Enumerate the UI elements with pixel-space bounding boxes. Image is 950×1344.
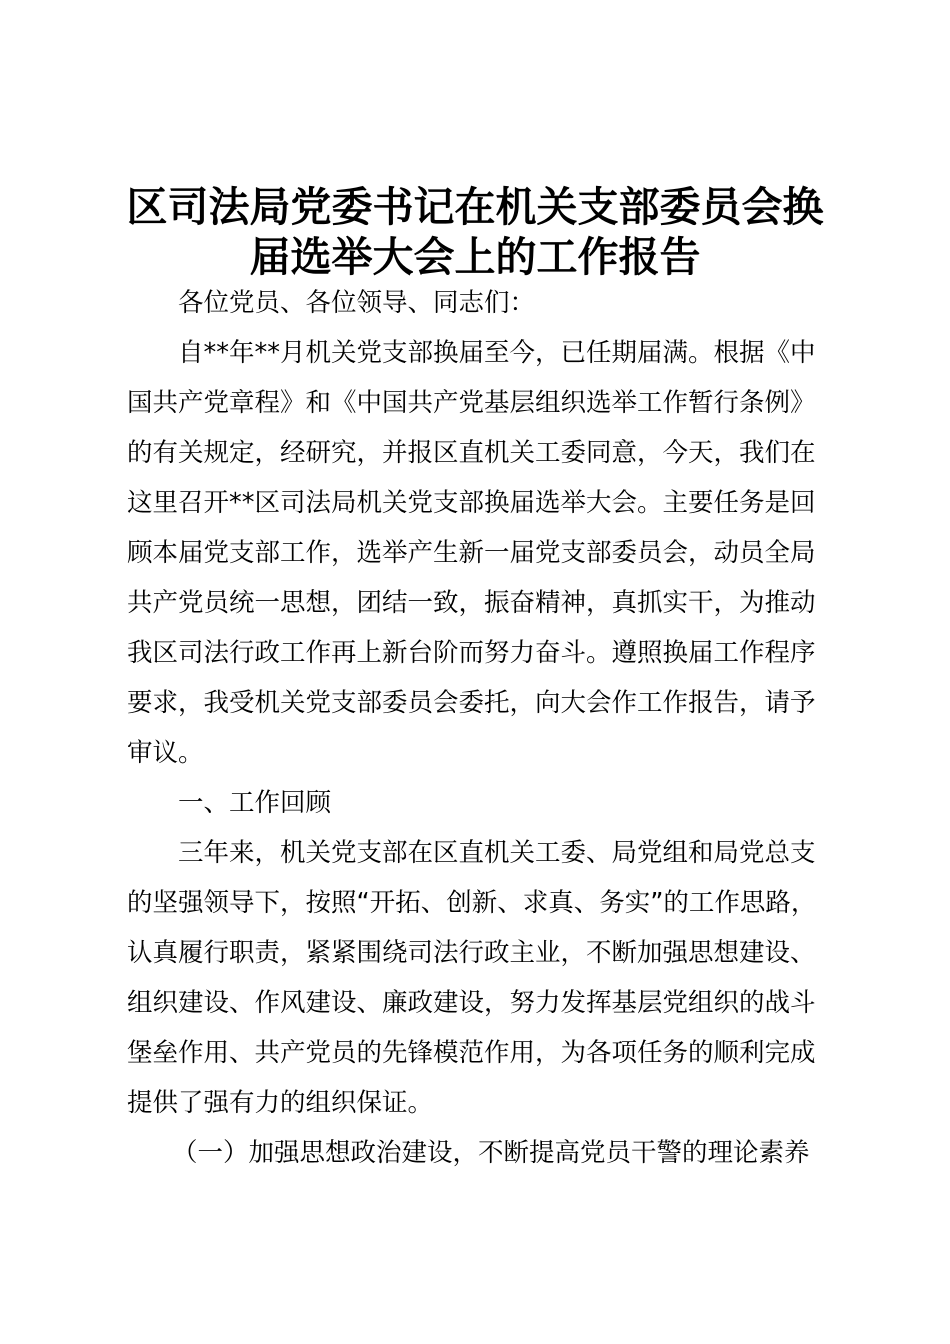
body-line: 顾本届党支部工作，选举产生新一届党支部委员会，动员全局 bbox=[127, 538, 816, 568]
subsection-heading: （一）加强思想政治建设，不断提高党员干警的理论素养 bbox=[172, 1138, 810, 1168]
body-line: 我区司法行政工作再上新台阶而努力奋斗。遵照换届工作程序 bbox=[127, 638, 816, 668]
section-heading: 一、工作回顾 bbox=[178, 788, 332, 818]
salutation: 各位党员、各位领导、同志们： bbox=[178, 288, 536, 318]
body-line: 要求，我受机关党支部委员会委托，向大会作工作报告，请予 bbox=[127, 688, 816, 718]
body-line: 认真履行职责，紧紧围绕司法行政主业，不断加强思想建设、 bbox=[127, 938, 816, 968]
body-line: 这里召开**区司法局机关党支部换届选举大会。主要任务是回 bbox=[127, 488, 816, 518]
body-line: 三年来，机关党支部在区直机关工委、局党组和局党总支 bbox=[178, 838, 816, 868]
body-line: 组织建设、作风建设、廉政建设，努力发挥基层党组织的战斗 bbox=[127, 988, 816, 1018]
document-title-line-1: 区司法局党委书记在机关支部委员会换 bbox=[126, 183, 824, 231]
body-line: 提供了强有力的组织保证。 bbox=[127, 1088, 434, 1118]
body-line: 自**年**月机关党支部换届至今，已任期届满。根据《中 bbox=[178, 338, 816, 368]
body-line: 的坚强领导下，按照“开拓、创新、求真、务实”的工作思路， bbox=[127, 888, 817, 918]
body-line: 国共产党章程》和《中国共产党基层组织选举工作暂行条例》 bbox=[127, 388, 816, 418]
body-line: 的有关规定，经研究，并报区直机关工委同意，今天，我们在 bbox=[127, 438, 816, 468]
body-line: 审议。 bbox=[127, 738, 204, 768]
body-line: 共产党员统一思想，团结一致，振奋精神，真抓实干，为推动 bbox=[127, 588, 816, 618]
document-title-line-2: 届选举大会上的工作报告 bbox=[249, 233, 701, 281]
body-line: 堡垒作用、共产党员的先锋模范作用，为各项任务的顺利完成 bbox=[127, 1038, 816, 1068]
